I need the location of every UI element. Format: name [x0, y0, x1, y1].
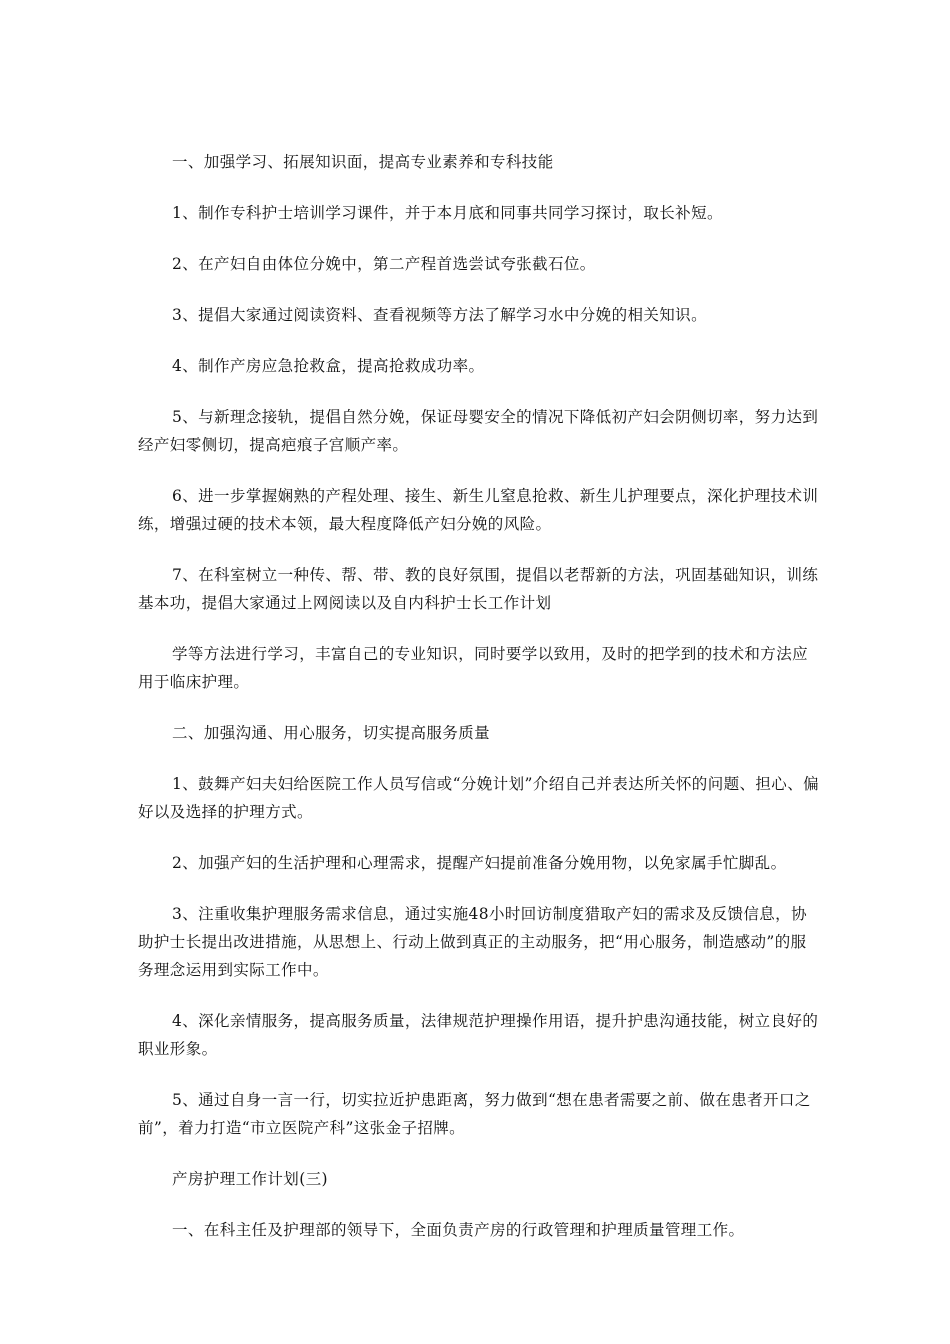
list-item-1-7-continued: 学等方法进行学习，丰富自己的专业知识，同时要学以致用，及时的把学到的技术和方法应用于临床护理。 [138, 645, 809, 691]
list-item-1-1: 1、制作专科护士培训学习课件，并于本月底和同事共同学习探讨，取长补短。 [172, 204, 723, 222]
list-item-1-3: 3、提倡大家通过阅读资料、查看视频等方法了解学习水中分娩的相关知识。 [172, 306, 707, 324]
list-item-2-2: 2、加强产妇的生活护理和心理需求，提醒产妇提前准备分娩用物，以免家属手忙脚乱。 [172, 854, 787, 872]
list-item-2-1: 1、鼓舞产妇夫妇给医院工作人员写信或“分娩计划”介绍自己并表达所关怀的问题、担心、偏好以及选择的护理方式。 [138, 775, 820, 821]
plan-title: 产房护理工作计划(三) [172, 1170, 328, 1188]
list-item-2-4: 4、深化亲情服务，提高服务质量，法律规范护理操作用语，提升护患沟通技能，树立良好的职业形象。 [138, 1012, 819, 1058]
section-heading-3: 一、在科主任及护理部的领导下，全面负责产房的行政管理和护理质量管理工作。 [172, 1221, 745, 1239]
list-item-1-5: 5、与新理念接轨，提倡自然分娩，保证母婴安全的情况下降低初产妇会阴侧切率，努力达到经产妇零侧切，提高疤痕子宫顺产率。 [138, 408, 819, 454]
list-item-2-5: 5、通过自身一言一行，切实拉近护患距离，努力做到“想在患者需要之前、做在患者开口之前”，着力打造“市立医院产科”这张金子招牌。 [138, 1091, 811, 1137]
list-item-2-3: 3、注重收集护理服务需求信息，通过实施48小时回访制度猎取产妇的需求及反馈信息，协助护士长提出改进措施，从思想上、行动上做到真正的主动服务，把“用心服务，制造感动”的服务理念运用到实际工作中。 [138, 905, 807, 979]
list-item-1-7: 7、在科室树立一种传、帮、带、教的良好氛围，提倡以老帮新的方法，巩固基础知识，训练基本功，提倡大家通过上网阅读以及自内科护士长工作计划 [138, 566, 819, 612]
document-body [138, 148, 822, 1267]
list-item-1-6: 6、进一步掌握娴熟的产程处理、接生、新生儿窒息抢救、新生儿护理要点，深化护理技术训练，增强过硬的技术本领，最大程度降低产妇分娩的风险。 [138, 487, 819, 533]
section-heading-1: 一、加强学习、拓展知识面，提高专业素养和专科技能 [172, 153, 554, 171]
list-item-1-2: 2、在产妇自由体位分娩中，第二产程首选尝试夸张截石位。 [172, 255, 596, 273]
section-heading-2: 二、加强沟通、用心服务，切实提高服务质量 [172, 724, 491, 742]
list-item-1-4: 4、制作产房应急抢救盒，提高抢救成功率。 [172, 357, 485, 375]
